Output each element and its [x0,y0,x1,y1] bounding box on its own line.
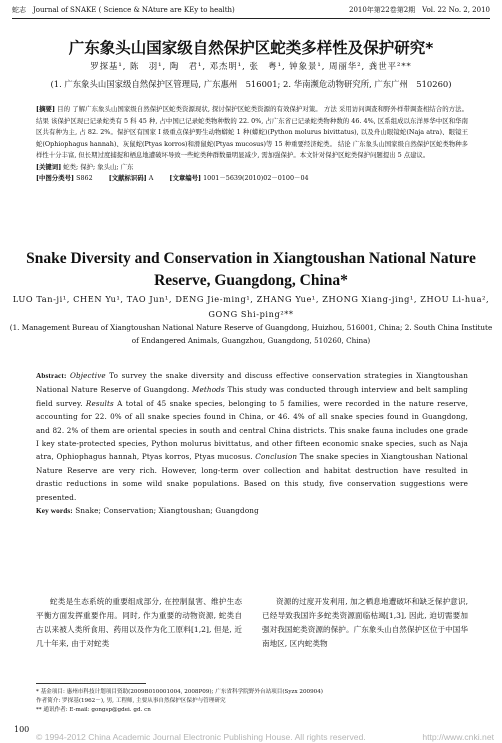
results-text: 该保护区现已记录蛇类有 5 科 45 种, 占中国已记录蛇类物种数的 22. 0%, 占广东省已记录蛇类物种数的 46. 4%, 区系组成以东洋界华中区和华南区共有种为主, 占 82. 2%。保护区有国家 I 级重点保护野生动物蟒蛇 1 种(蟒蛇)(Python molurus bivittatus), 以及舟山眼镜蛇(Naja atra)、眼镜王蛇(Ophiophagus hannah)、灰鼠蛇(Ptyas korros)和滑鼠蛇(Ptyas mucosus)等 15 种重要经济蛇类。 [36,116,468,148]
keywords-text: 蛇类; 保护; 象头山; 广东 [63,162,134,171]
results-label-en: Results [85,398,114,408]
running-header [12,4,490,16]
conclusion-text: 广东象头山国家级自然保护区蛇类物种多样性十分丰富, 但长期过度捕捉和栖息地遭破坏导致一些蛇类种群数量明显减少, 需加强保护。本文针对保护区蛇类保护问题提出 5 点建议。 [36,139,468,159]
affiliation-english: (1. Management Bureau of Xiangtoushan National Nature Reserve of Guangdong, Huizhou, 516001, China; 2. South China Institute of Endangered Animals, Guangzhou, Guangdong, 510260, China) [9,323,493,345]
body-text [36,595,468,651]
methods-text: 采用访问调查和野外样带调查相结合的方法。 [338,105,468,113]
watermark-url[interactable]: http://www.cnki.net [422,732,494,742]
affiliation-chinese: (1. 广东象头山国家级自然保护区管理局, 广东惠州 516001; 2. 华南濒危动物研究所, 广东广州 510260) [50,79,452,89]
objective-label: 目的 [57,105,71,113]
footnotes [36,688,482,715]
footnote-author: 作者简介: 罗探基(1962－), 男, 工程师, 主要从事自然保护区保护与管理研究 [36,698,226,704]
footnote-fund: * 基金项目: 惠州市科技计划项目资助(2009B010001004, 2008P09); 广东省科学院野外台站项目(Syzx 200904) [36,689,323,695]
footnote-corresponding: ** 通讯作者: E-mail: gongsp@gdei. gd. cn [36,707,151,713]
doc-code-label: [文献标识码] [108,174,147,182]
methods-label-en: Methods [191,385,225,395]
objective-text-en: To survey the snake diversity and discuss effective conservation strategies in Xiangtoushan National Nature Reserve of Guangdong. [36,371,469,395]
article-number-value: 1001－5639(2010)02－0100－04 [203,174,309,182]
results-label: 结果 [36,116,49,125]
body-column-right: 资源的过度开发利用, 加之栖息地遭破坏和缺乏保护意识, 已经导致我国许多蛇类资源面临枯竭[1,3], 因此, 迫切需要加强对我国蛇类资源的保护。广东象头山自然保护区位于中国华南地区, 区内蛇类物 [262,597,468,648]
results-text-en: A total of 45 snake species, belonging to 5 families, were recorded in the nature reserve, accounting for 22. 0% of all snake species found in China, or 46. 4% of all snake species found in Guangdong, and 82. 2% of them are oriental species in south and central China districts. This snake fauna includes one grade I key state-protected species, Python molurus bivittatus, and other fifteen economic snake species, such as Naja atra, Ophiophagus hannah, Ptyas korros, Ptyas mucosus. [36,398,469,462]
authors-english: LUO Tan-ji¹, CHEN Yu¹, TAO Jun¹, DENG Jie-ming¹, ZHANG Yue¹, ZHONG Xiang-jing¹, ZHOU Li-hua², GONG Shi-ping²** [12,294,490,319]
issue-info: 2010年第22卷第2期 Vol. 22 No. 2, 2010 [348,6,490,14]
authors-chinese: 罗探基¹, 陈 羽¹, 陶 君¹, 邓杰明¹, 张 粤¹, 钟象景¹, 周丽华², 龚世平²** [90,61,412,71]
article-number-label: [文章编号] [169,174,202,182]
abstract-english [36,369,468,518]
objective-text: 了解广东象头山国家级自然保护区蛇类资源现状, 探讨保护区蛇类资源的有效保护对策。 [72,105,322,113]
watermark-copyright: © 1994-2012 China Academic Journal Electronic Publishing House. All rights reserved. [36,732,366,742]
title-english: Snake Diversity and Conservation in Xiangtoushan National Nature Reserve, Guangdong, China* [26,250,476,289]
keywords-label: [关键词] [36,162,62,171]
conclusion-label-en: Conclusion [255,452,298,462]
conclusion-text-en: The snake species in Xiangtoushan National Nature Reserve are very rich. However, long-term over collection and habitat destruction have resulted in drastic reductions in some wild snake populations. Based on this study, five conservation suggestions were presented. [36,452,468,502]
objective-label-en: Objective [69,371,106,380]
conclusion-label: 结论 [337,139,351,148]
abstract-chinese [36,104,468,185]
methods-text-en: This study was conducted through interview and belt sampling field survey. [36,385,468,408]
page-number: 100 [14,725,30,734]
doc-code-value: A [148,174,154,182]
abstract-label: [摘要] [36,105,56,113]
body-column-left: 蛇类是生态系统的重要组成部分, 在控制鼠害、维护生态平衡方面发挥重要作用。同时, 作为重要的动物资源, 蛇类自古以来被人类所食用、药用以及作为化工原料[1,2], 但是, 近几十年来, 由于对蛇类 [36,597,242,648]
keywords-text-en: Snake; Conservation; Xiangtoushan; Guangdong [75,506,259,516]
methods-label: 方法 [323,105,337,113]
keywords-label-en: Key words: [36,507,73,516]
clc-label: [中图分类号] [36,174,75,182]
header-rule [12,18,490,19]
journal-name: 蛇志 Journal of SNAKE ( Science & NAture are KEy to health) [12,6,235,14]
abstract-label-en: Abstract: [36,372,67,380]
footnote-rule [36,683,146,684]
title-chinese: 广东象头山国家级自然保护区蛇类多样性及保护研究* [68,39,434,57]
clc-value: S862 [76,174,93,182]
watermark [36,732,494,742]
